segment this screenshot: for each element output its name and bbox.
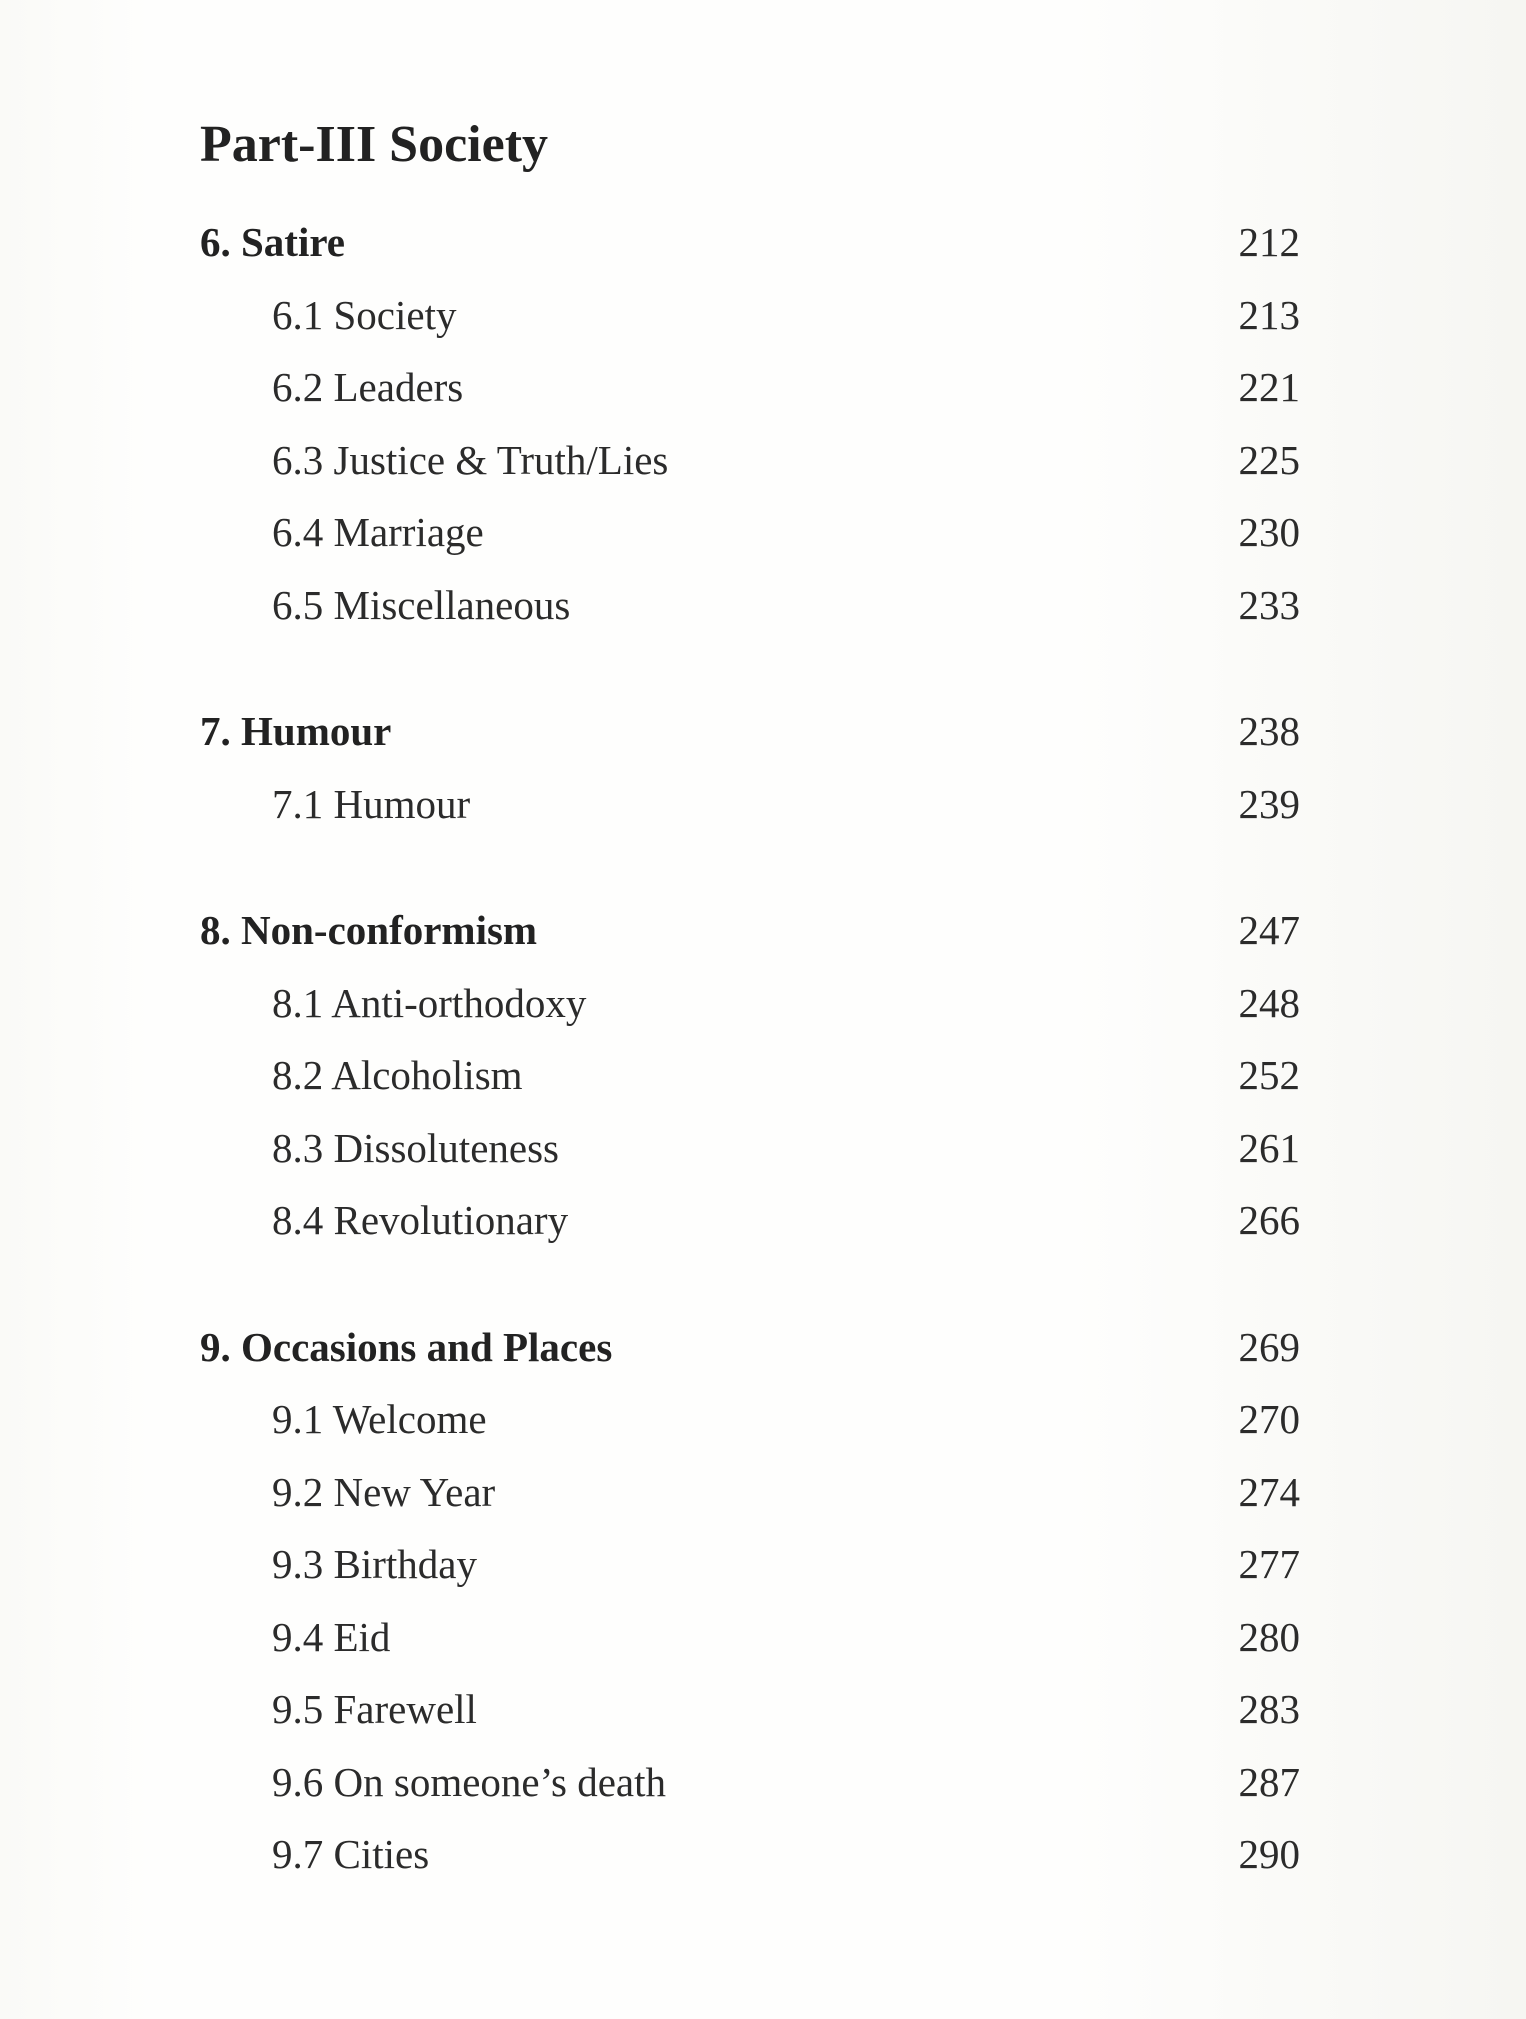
chapter-title: 8. Non-conformism: [200, 907, 538, 953]
part-title: Part-III Society: [200, 116, 549, 173]
page-number: 261: [1238, 1124, 1300, 1171]
section-title: 9.5 Farewell: [272, 1686, 477, 1732]
toc-entry[interactable]: [200, 1468, 1300, 1541]
section-title: 8.3 Dissoluteness: [272, 1124, 559, 1171]
page-number: 233: [1238, 581, 1300, 628]
toc-entry[interactable]: [200, 363, 1300, 436]
section-title: 6.3 Justice & Truth/Lies: [272, 436, 669, 483]
toc-entry[interactable]: [200, 291, 1300, 364]
toc-entry[interactable]: [200, 1196, 1300, 1269]
toc-entry[interactable]: [200, 1830, 1300, 1903]
section-title: 9.3 Birthday: [272, 1541, 477, 1587]
page-number: 287: [1238, 1758, 1300, 1805]
page-number: 238: [1238, 708, 1300, 754]
section-title: 8.2 Alcoholism: [272, 1052, 523, 1098]
page-number: 280: [1238, 1613, 1300, 1660]
page-number: 247: [1238, 907, 1300, 953]
page-number: 212: [1238, 219, 1300, 265]
toc-entry[interactable]: [200, 979, 1300, 1052]
section-title: 6.5 Miscellaneous: [272, 581, 571, 628]
chapter-7: [200, 707, 1300, 852]
section-title: 8.4 Revolutionary: [272, 1197, 569, 1243]
chapter-title: 6. Satire: [200, 219, 346, 265]
toc-entry[interactable]: [200, 780, 1300, 853]
toc-entry[interactable]: [200, 581, 1300, 654]
toc-entry[interactable]: [200, 1395, 1300, 1468]
section-title: 9.1 Welcome: [272, 1396, 487, 1442]
table-of-contents: [200, 110, 1300, 1957]
page-number: 230: [1238, 509, 1300, 555]
page-number: 290: [1238, 1831, 1300, 1877]
page-number: 252: [1238, 1052, 1300, 1098]
section-title: 9.2 New Year: [272, 1468, 496, 1515]
section-title: 7.1 Humour: [272, 780, 471, 827]
page-number: 225: [1238, 436, 1300, 483]
toc-entry[interactable]: [200, 1613, 1300, 1686]
toc-entry[interactable]: [200, 1051, 1300, 1124]
toc-entry[interactable]: [200, 1758, 1300, 1831]
page-number: 277: [1238, 1541, 1300, 1587]
toc-entry[interactable]: [200, 1540, 1300, 1613]
page-number: 213: [1238, 291, 1300, 338]
section-title: 6.1 Society: [272, 291, 457, 338]
page-number: 248: [1238, 979, 1300, 1026]
section-title: 9.4 Eid: [272, 1613, 391, 1660]
page-number: 269: [1238, 1323, 1300, 1370]
toc-entry[interactable]: [200, 508, 1300, 581]
toc-entry[interactable]: [200, 1685, 1300, 1758]
page-number: 239: [1238, 780, 1300, 827]
chapter-title: 9. Occasions and Places: [200, 1323, 613, 1370]
section-title: 6.4 Marriage: [272, 509, 484, 555]
section-title: 6.2 Leaders: [272, 364, 464, 410]
chapter-title: 7. Humour: [200, 708, 392, 754]
chapter-heading[interactable]: [200, 1323, 1300, 1396]
chapter-9: [200, 1323, 1300, 1903]
page-number: 221: [1238, 364, 1300, 410]
section-title: 8.1 Anti-orthodoxy: [272, 979, 587, 1026]
chapter-6: [200, 218, 1300, 653]
chapter-heading[interactable]: [200, 218, 1300, 291]
chapter-8: [200, 906, 1300, 1269]
chapter-heading[interactable]: [200, 906, 1300, 979]
page-number: 266: [1238, 1197, 1300, 1243]
section-title: 9.7 Cities: [272, 1831, 430, 1877]
page-number: 274: [1238, 1468, 1300, 1515]
chapter-heading[interactable]: [200, 707, 1300, 780]
page-number: 270: [1238, 1396, 1300, 1442]
page-number: 283: [1238, 1686, 1300, 1732]
toc-entry[interactable]: [200, 436, 1300, 509]
toc-entry[interactable]: [200, 1124, 1300, 1197]
section-title: 9.6 On someone’s death: [272, 1758, 666, 1805]
